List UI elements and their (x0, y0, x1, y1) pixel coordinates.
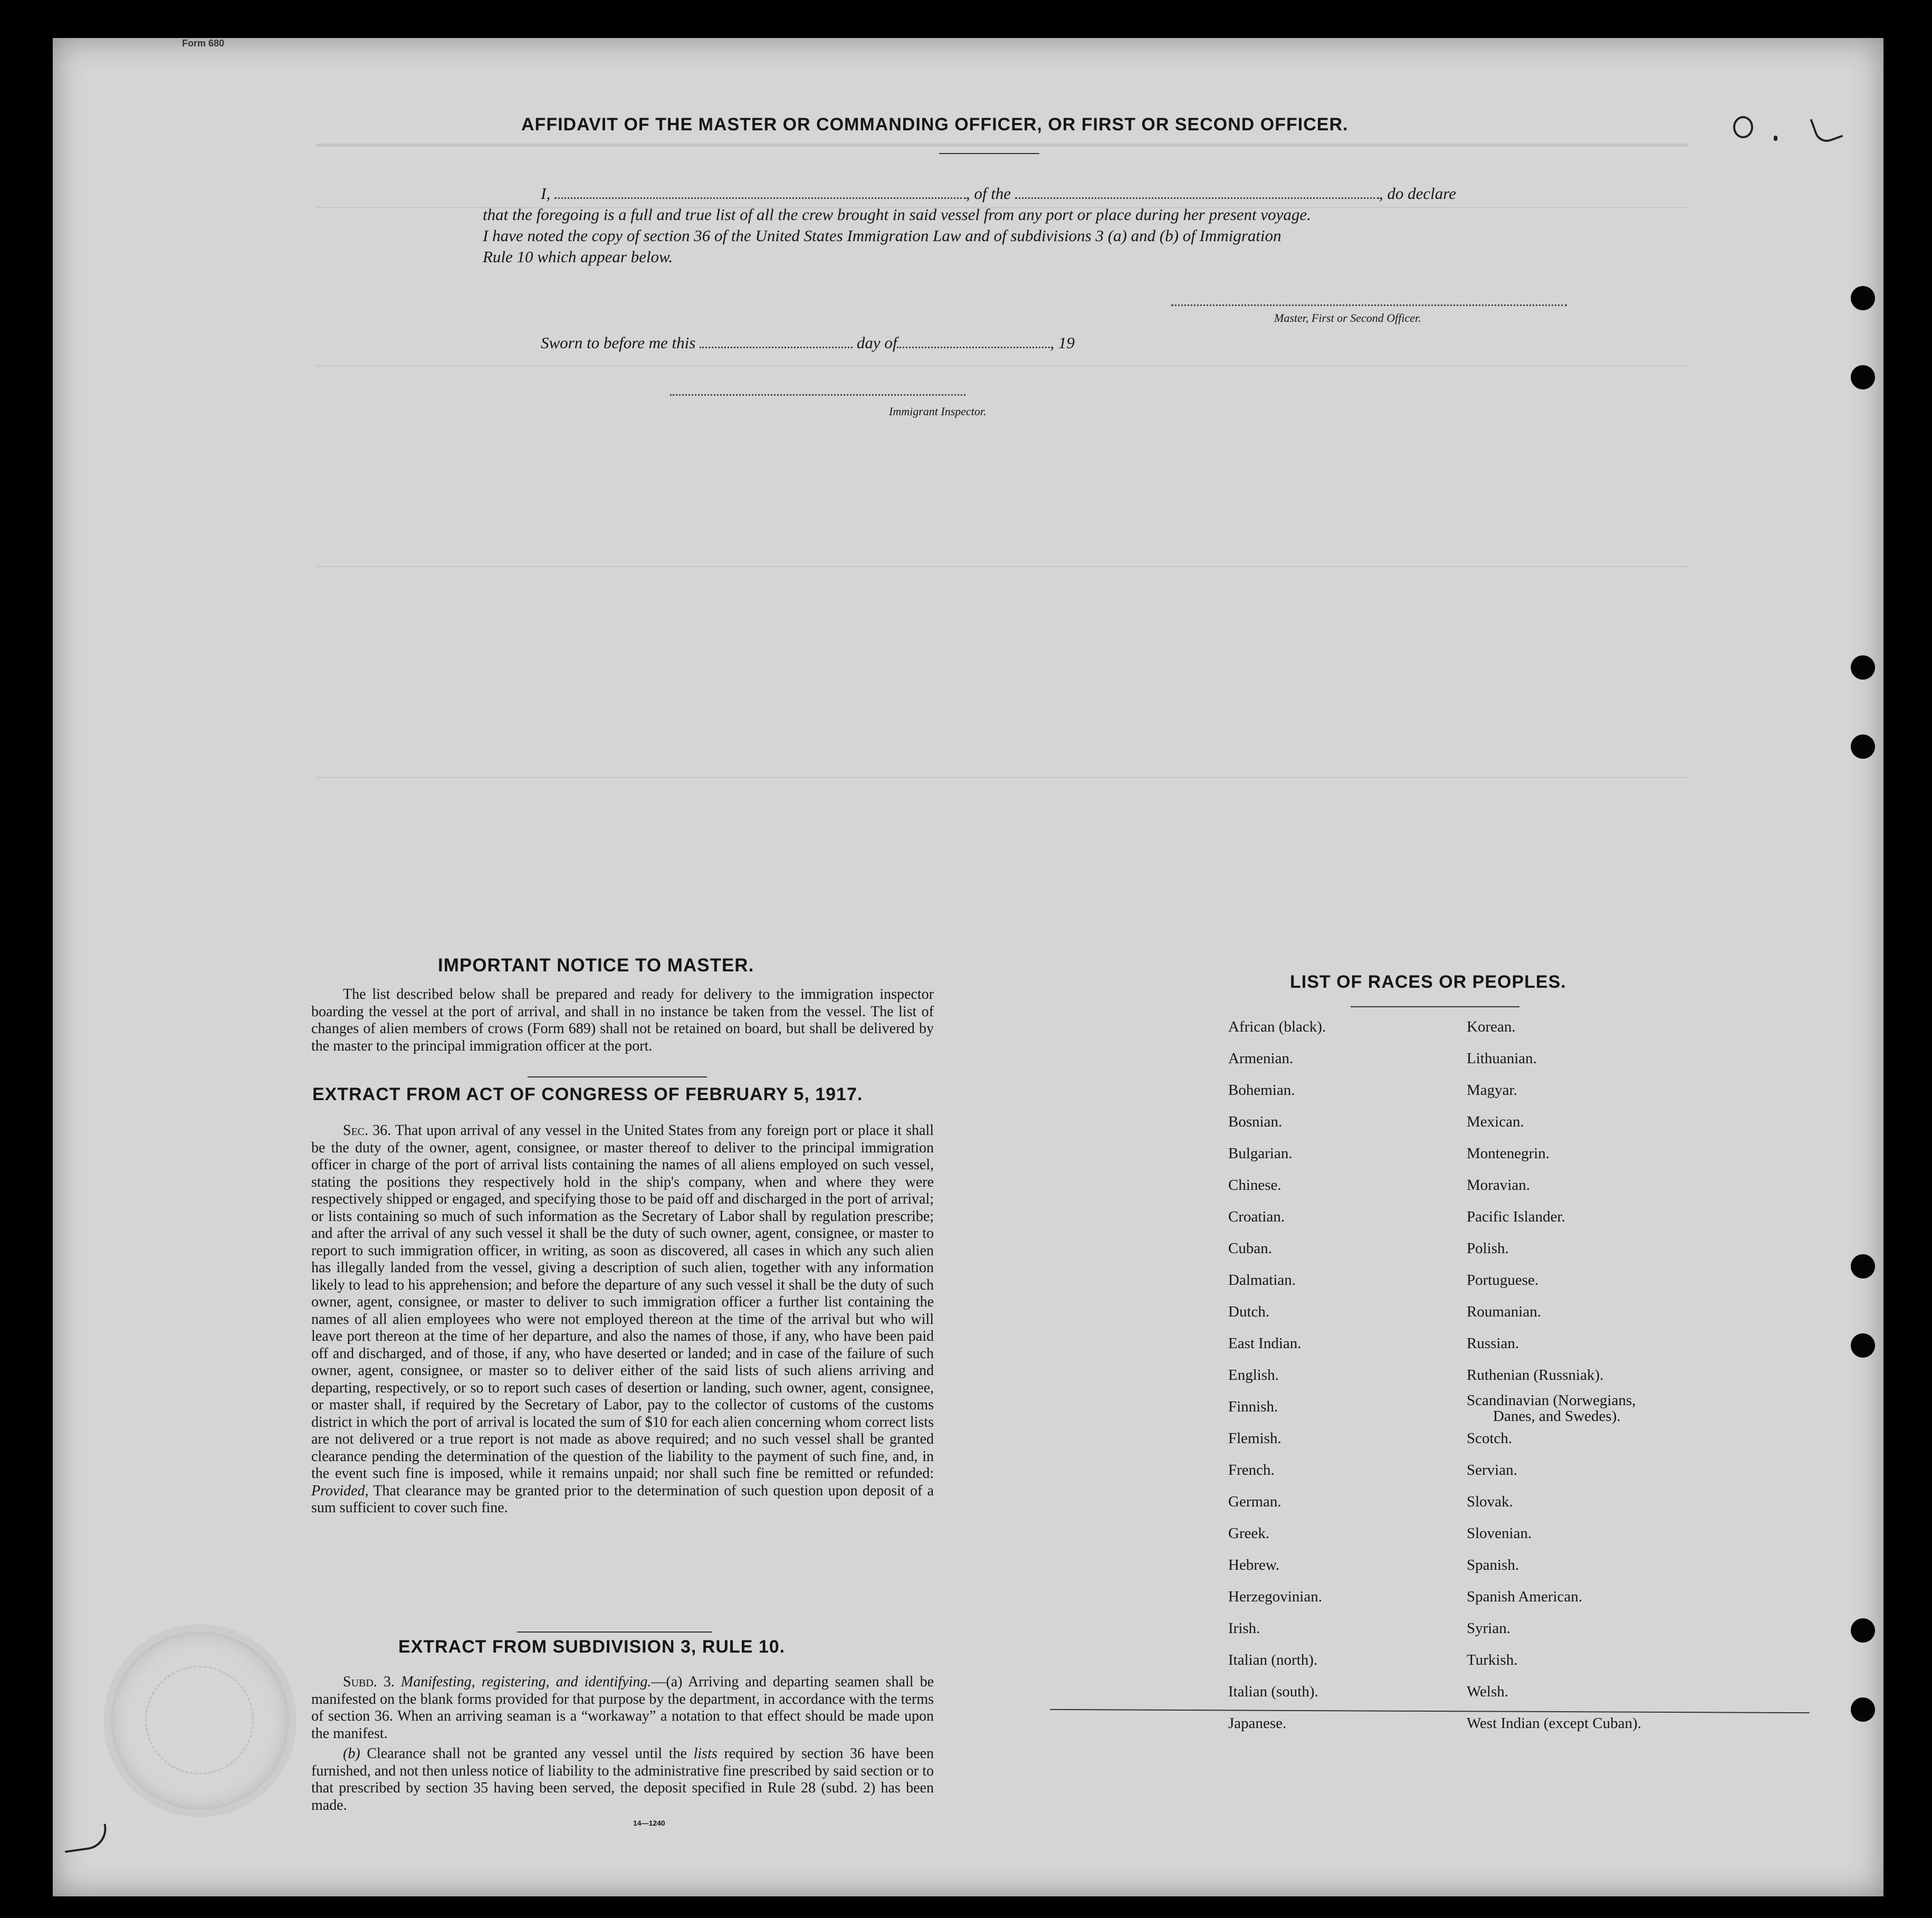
binder-hole (1851, 365, 1875, 389)
races-title: LIST OF RACES OR PEOPLES. (1290, 972, 1566, 992)
race-item: German. (1228, 1493, 1281, 1510)
sworn-start: Sworn to before me this (541, 333, 696, 352)
vessel-name-field[interactable] (1015, 197, 1379, 199)
binder-hole (1851, 1254, 1875, 1278)
embossed-seal-inner (145, 1666, 254, 1774)
act-rule (517, 1631, 712, 1633)
rule-subd-heading: Manifesting, registering, and identifying. (400, 1674, 652, 1690)
race-item: Italian (north). (1228, 1652, 1318, 1668)
race-item: Moravian. (1467, 1177, 1530, 1194)
act-text-part2: That clearance may be granted prior to the determination of such question upon deposit of a sum sufficient to cover such fine. (311, 1482, 934, 1516)
strike-line (1050, 1709, 1810, 1713)
rule-subd-label: Subd. 3. (343, 1674, 395, 1690)
rule-title: EXTRACT FROM SUBDIVISION 3, RULE 10. (398, 1637, 786, 1657)
affidavit-line1-end: , do declare (1379, 184, 1456, 203)
binder-hole (1851, 286, 1875, 310)
race-item: Greek. (1228, 1525, 1270, 1542)
rule-para-a (311, 1674, 934, 1742)
race-item: Cuban. (1228, 1240, 1272, 1257)
race-item: Montenegrin. (1467, 1145, 1550, 1162)
race-item: Dutch. (1228, 1303, 1270, 1320)
race-item: Japanese. (1228, 1715, 1287, 1732)
sworn-day-field[interactable] (700, 347, 853, 348)
inspector-caption: Immigrant Inspector. (889, 405, 987, 418)
form-number: Form 680 (182, 38, 225, 49)
race-item: Spanish. (1467, 1557, 1519, 1573)
race-item: Croatian. (1228, 1208, 1285, 1225)
dot-mark (1774, 136, 1777, 141)
affidavit-line4: Rule 10 which appear below. (483, 247, 673, 266)
binder-hole (1851, 1697, 1875, 1722)
race-item: Herzegovinian. (1228, 1588, 1322, 1605)
race-item: Hebrew. (1228, 1557, 1280, 1573)
race-item: Mexican. (1467, 1113, 1524, 1130)
race-item: Irish. (1228, 1620, 1260, 1637)
pen-tick-mark (1810, 111, 1843, 145)
sworn-line (541, 333, 1075, 352)
sworn-mid: day of (856, 333, 897, 352)
rule-para-b-1: Clearance shall not be granted any vessel until the (367, 1745, 687, 1762)
rule-para-a-text: —(a) Arriving and departing seamen shall be manifested on the blank forms provided for that purpose by the department, in accordance with the terms of section 36. When an arriving seaman is a “workaway” a notation to that effect should be made upon the manifest. (311, 1674, 934, 1742)
act-sec-label: Sec. 36. (343, 1122, 391, 1139)
affidavit-line1-mid: , of the (965, 184, 1011, 203)
race-item: Dalmatian. (1228, 1272, 1296, 1289)
affidavit-line3: I have noted the copy of section 36 of the United States Immigration Law and of subdivisions 3 (a) and (b) of Immigration (483, 226, 1281, 245)
race-item: Spanish American. (1467, 1588, 1583, 1605)
pen-scribble-mark (62, 1824, 109, 1853)
act-text (311, 1122, 934, 1517)
binder-hole (1851, 1333, 1875, 1358)
race-item-continuation: Danes, and Swedes). (1493, 1408, 1621, 1425)
notice-title: IMPORTANT NOTICE TO MASTER. (438, 955, 754, 976)
race-item: African (black). (1228, 1018, 1326, 1035)
race-item: Lithuanian. (1467, 1050, 1537, 1067)
race-item: English. (1228, 1367, 1279, 1383)
sworn-end: , 19 (1050, 333, 1075, 352)
print-code: 14—1240 (633, 1819, 665, 1827)
race-item: Bohemian. (1228, 1082, 1295, 1099)
binder-hole (1851, 734, 1875, 759)
race-item: Italian (south). (1228, 1683, 1318, 1700)
affidavit-line2: that the foregoing is a full and true list of all the crew brought in said vessel from any port or place during her present voyage. (483, 205, 1311, 224)
race-item: Bulgarian. (1228, 1145, 1293, 1162)
affidavit-declaration (483, 183, 1580, 268)
act-title: EXTRACT FROM ACT OF CONGRESS OF FEBRUARY 5, 1917. (312, 1084, 863, 1104)
signature-caption: Master, First or Second Officer. (1274, 311, 1421, 325)
document-page (53, 38, 1883, 1896)
race-item: Magyar. (1467, 1082, 1517, 1099)
act-provided: Provided, (311, 1482, 369, 1499)
race-item: Welsh. (1467, 1683, 1509, 1700)
affidavit-title-rule (939, 153, 1039, 154)
master-name-field[interactable] (554, 197, 966, 199)
rule-para-b (311, 1745, 934, 1814)
rule-para-b-label: (b) (343, 1745, 360, 1762)
affidavit-line1-start: I, (541, 184, 551, 203)
race-item: Armenian. (1228, 1050, 1294, 1067)
race-item: Slovak. (1467, 1493, 1513, 1510)
binder-hole (1851, 1618, 1875, 1643)
rule-para-b-2: required by section 36 have been furnished, and not then unless notice of liability to the administrative fine prescribed by said section or to that prescribed by section 35 having been served, the deposit specified in Rule 28 (subd. 2) has been made. (311, 1745, 934, 1814)
race-item: Russian. (1467, 1335, 1519, 1352)
ring-mark (1733, 116, 1753, 138)
inspector-signature-field[interactable] (670, 394, 965, 396)
race-item: Chinese. (1228, 1177, 1281, 1194)
race-item: French. (1228, 1462, 1275, 1478)
race-item: Ruthenian (Russniak). (1467, 1367, 1604, 1383)
race-item: Servian. (1467, 1462, 1517, 1478)
master-signature-field[interactable] (1171, 304, 1567, 306)
race-item: Flemish. (1228, 1430, 1281, 1447)
race-item: Pacific Islander. (1467, 1208, 1565, 1225)
race-item: Scotch. (1467, 1430, 1513, 1447)
race-item: Slovenian. (1467, 1525, 1532, 1542)
race-item: Syrian. (1467, 1620, 1510, 1637)
rule-para-b-lists: lists (693, 1745, 718, 1762)
affidavit-title: AFFIDAVIT OF THE MASTER OR COMMANDING OFFICER, OR FIRST OR SECOND OFFICER. (521, 114, 1348, 135)
races-title-rule (1351, 1006, 1519, 1007)
race-item: Finnish. (1228, 1398, 1278, 1415)
binder-hole (1851, 655, 1875, 680)
race-item: Turkish. (1467, 1652, 1518, 1668)
race-item: West Indian (except Cuban). (1467, 1715, 1642, 1732)
race-item: Polish. (1467, 1240, 1509, 1257)
act-text-part1: That upon arrival of any vessel in the United States from any foreign port or place it shall be the duty of the owner, agent, consignee, or master thereof to deliver to the principal immigration officer in charge of the port of arrival lists containing the names of all aliens employed on such vessel, stating the positions they respectively hold in the ship's company, when and where they were respectively shipped or engaged, and specifying those to be paid off and discharged in the port of arrival; or lists containing so much of such information as the Secretary of Labor shall by regulation prescribe; and after the arrival of any such vessel it shall be the duty of such owner, agent, consignee, or master to report to such immigration officer, in writing, as soon as discovered, all cases in which any such alien has illegally landed from the vessel, giving a description of such alien, together with any information likely to lead to his apprehension; and before the departure of any such vessel it shall be the duty of such owner, agent, consignee, or master to deliver to such immigration officer a further list containing the names of all alien employees who were not employed thereon at the time of the arrival but who will leave port thereon at the time of her departure, and also the names of those, if any, who have been paid off and discharged, and of those, if any, who have deserted or landed; and in case of the failure of such owner, agent, consignee, or master so to deliver either of the said lists of such aliens arriving and departing, respectively, or so to report such cases of desertion or landing, such owner, agent, consignee, or master shall, if required by the Secretary of Labor, pay to the collector of customs of the customs district in which the port of arrival is located the sum of $10 for each alien concerning whom correct lists are not delivered or a true report is not made as above required; and no such vessel shall be granted clearance pending the determination of the question of the liability to the payment of such fine, and, in the event such fine is imposed, while it remains unpaid; nor shall such fine be remitted or refunded: (311, 1122, 934, 1482)
race-item: Korean. (1467, 1018, 1516, 1035)
race-item: Portuguese. (1467, 1272, 1539, 1289)
sworn-month-field[interactable] (897, 347, 1050, 348)
race-item: Bosnian. (1228, 1113, 1283, 1130)
race-item: Scandinavian (Norwegians, (1467, 1392, 1636, 1409)
notice-rule (528, 1076, 707, 1077)
race-item: East Indian. (1228, 1335, 1302, 1352)
race-item: Roumanian. (1467, 1303, 1541, 1320)
notice-text: The list described below shall be prepared and ready for delivery to the immigration inspector boarding the vessel at the port of arrival, and shall in no instance be taken from the vessel. The list of changes of alien members of crows (Form 689) shall not be retained on board, but shall be delivered by the master to the principal immigration officer at the port. (311, 986, 934, 1054)
